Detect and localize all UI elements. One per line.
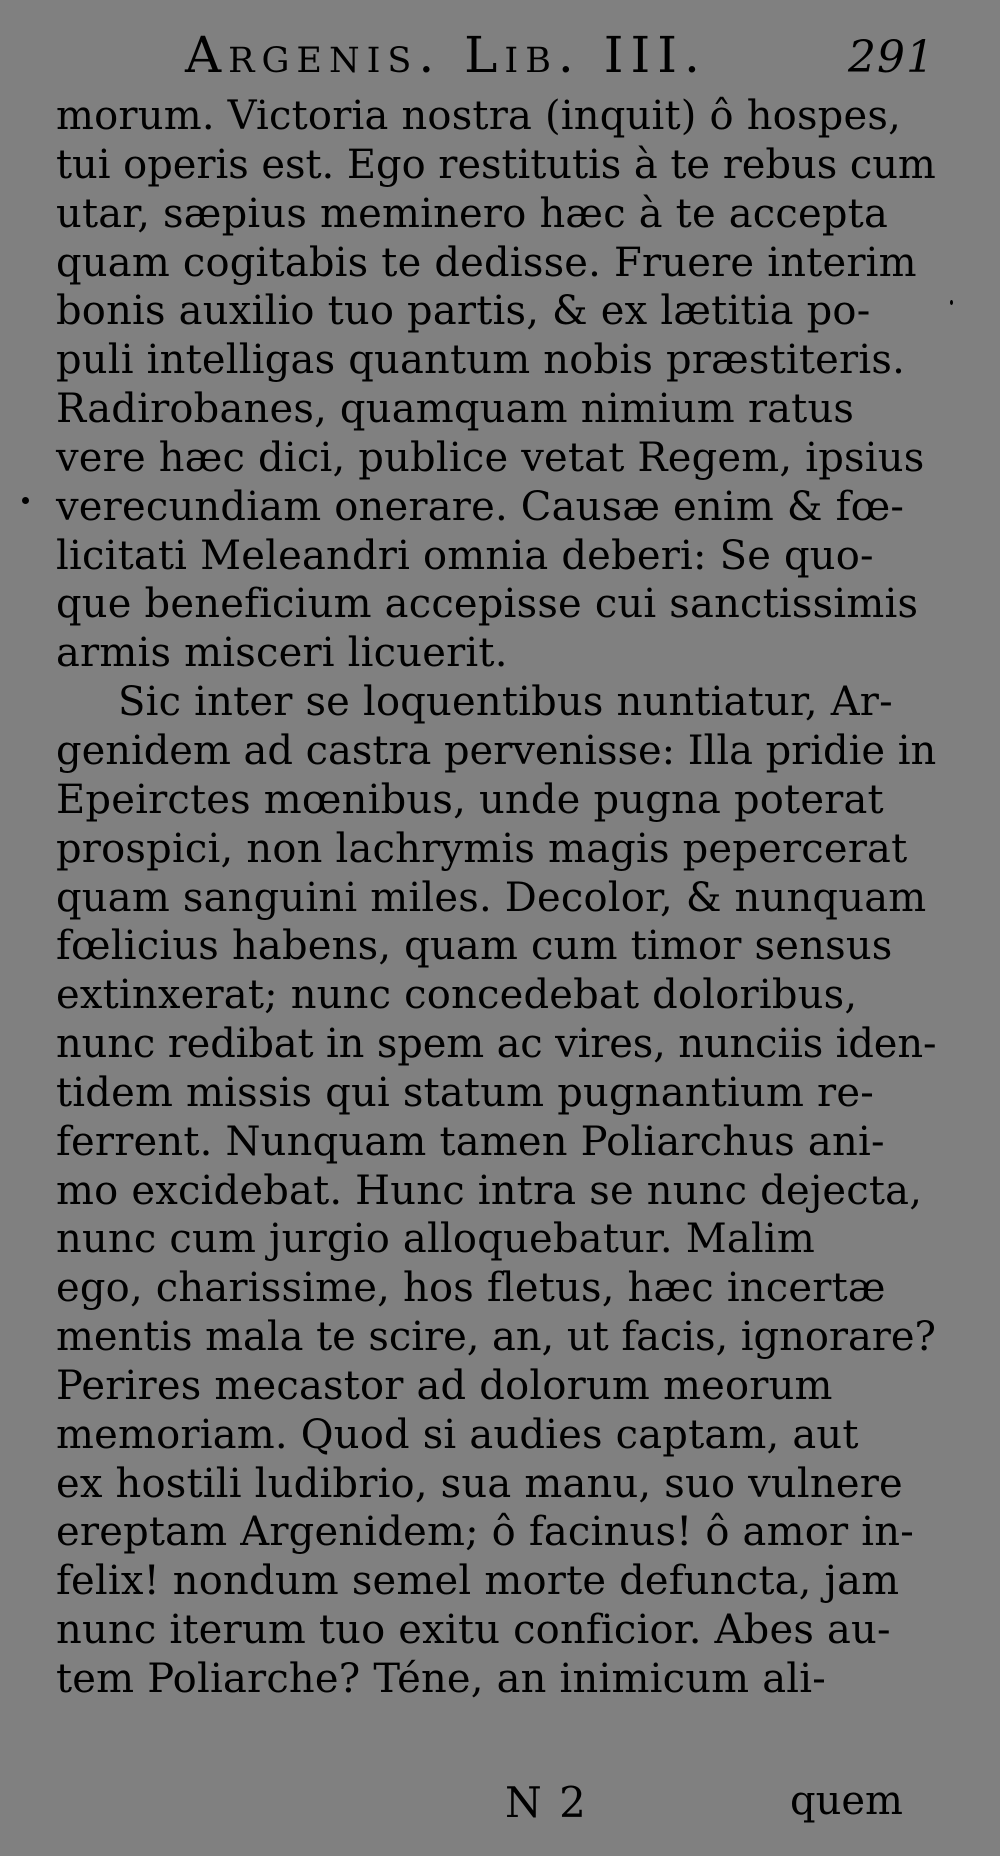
text-line: tidem missis qui statum pugnantium re- [56, 1069, 874, 1116]
text-line: ego, charissime, hos fletus, hæc incertæ [56, 1265, 886, 1312]
paragraph-start-line: Sic inter se loquentibus nuntiatur, Ar- [118, 679, 893, 726]
text-line: ferrent. Nunquam tamen Poliarchus ani- [56, 1118, 885, 1165]
text-line: nunc redibat in spem ac vires, nunciis iden- [56, 1021, 937, 1068]
body-text [56, 92, 936, 1704]
text-line: mentis mala te scire, an, ut facis, ignorare? [56, 1314, 936, 1361]
text-line: verecundiam onerare. Causæ enim & fœ- [56, 483, 905, 530]
text-line: Epeirctes mœnibus, unde pugna poterat [56, 776, 884, 823]
text-line: felix! nondum semel morte defuncta, jam [56, 1558, 900, 1605]
page-header [0, 18, 1000, 88]
text-line: quam sanguini miles. Decolor, & nunquam [56, 874, 927, 921]
text-line: prospici, non lachrymis magis pepercerat [56, 825, 908, 872]
ink-speck [950, 300, 953, 305]
text-line: morum. Victoria nostra (inquit) ô hospes, [56, 93, 901, 139]
text-line: utar, sæpius meminero hæc à te accepta [56, 190, 888, 237]
signature-mark: N 2 [505, 1778, 588, 1827]
text-line: vere hæc dici, publice vetat Regem, ipsius [56, 434, 925, 481]
text-line: fœlicius habens, quam cum timor sensus [56, 923, 893, 970]
ink-speck [22, 497, 29, 504]
text-line: tui operis est. Ego restitutis à te rebus cum [56, 141, 936, 188]
text-line: quam cogitabis te dedisse. Fruere interim [56, 239, 917, 286]
running-head: Argenis. Lib. III. [185, 26, 707, 84]
text-line: tem Poliarche? Téne, an inimicum ali- [56, 1656, 826, 1702]
text-line: ereptam Argenidem; ô facinus! ô amor in- [56, 1509, 914, 1556]
text-line: nunc iterum tuo exitu conficior. Abes au- [56, 1607, 891, 1654]
text-line: que beneficium accepisse cui sanctissimis [56, 581, 919, 628]
text-line: Perires mecastor ad dolorum meorum [56, 1362, 833, 1409]
text-line: mo excidebat. Hunc intra se nunc dejecta, [56, 1167, 923, 1214]
text-line: Radirobanes, quamquam nimium ratus [56, 386, 855, 433]
text-line: puli intelligas quantum nobis præstiteris. [56, 337, 906, 384]
text-line: genidem ad castra pervenisse: Illa pridie in [56, 727, 937, 774]
text-line: memoriam. Quod si audies captam, aut [56, 1411, 859, 1458]
text-line: licitati Meleandri omnia deberi: Se quo- [56, 532, 874, 579]
text-line: ex hostili ludibrio, sua manu, suo vulnere [56, 1460, 903, 1507]
page-number: 291 [848, 32, 935, 83]
page-footer [0, 1768, 1000, 1838]
text-line: extinxerat; nunc concedebat doloribus, [56, 972, 858, 1019]
text-line: armis misceri licuerit. [56, 630, 508, 677]
text-line: bonis auxilio tuo partis, & ex lætitia po- [56, 288, 871, 335]
catchword: quem [790, 1778, 903, 1824]
text-line: nunc cum jurgio alloquebatur. Malim [56, 1216, 816, 1263]
